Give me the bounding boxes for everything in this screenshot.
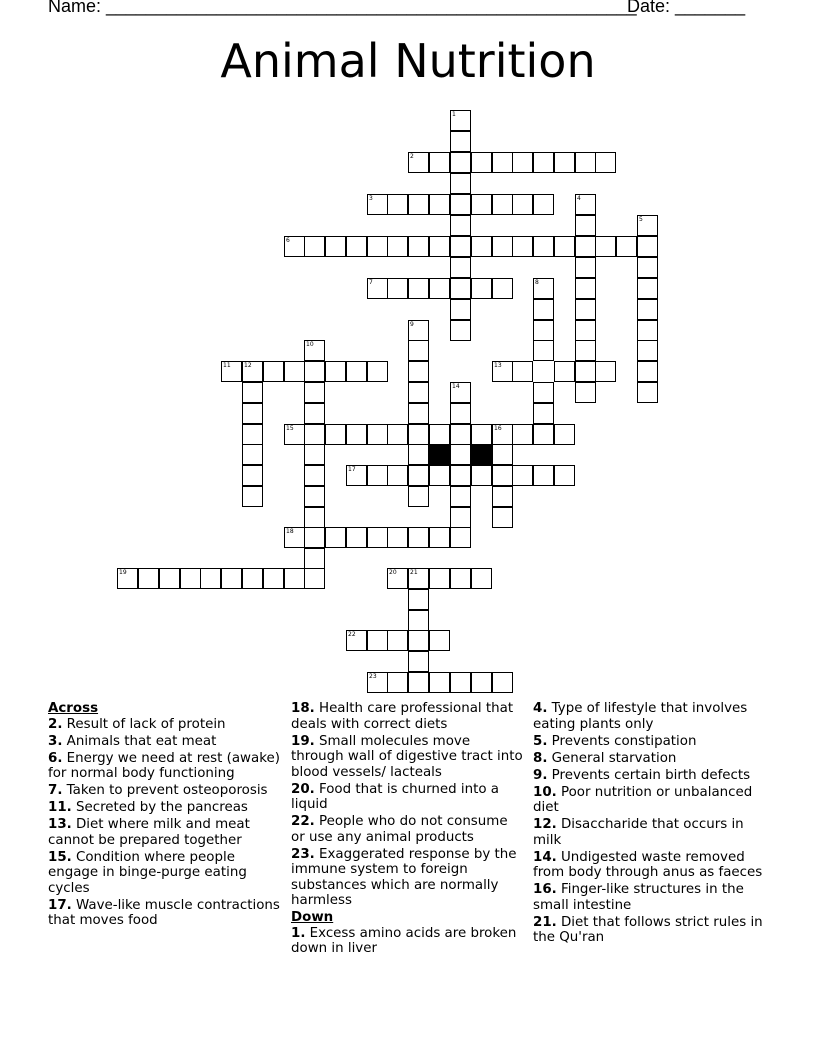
cell-number: 1 [452,111,456,118]
grid-cell[interactable] [575,215,596,236]
grid-cell[interactable] [575,382,596,403]
clue-number: 17. [48,897,72,913]
grid-cell[interactable] [387,568,408,589]
grid-cell[interactable] [512,424,533,445]
grid-cell[interactable] [575,299,596,320]
grid-cell[interactable] [304,361,325,382]
clue-item [533,768,765,784]
grid-cell[interactable] [346,630,367,651]
grid-cell[interactable] [450,568,471,589]
grid-cell[interactable] [304,340,325,361]
grid-cell[interactable] [408,320,429,341]
clue-text: Finger-like structures in the small intestine [533,882,744,913]
clue-number: 16. [533,882,557,897]
grid-cell[interactable] [533,382,554,403]
grid-cell[interactable] [408,278,429,299]
clue-number: 18. [291,701,315,716]
page-title: Animal Nutrition [220,34,596,88]
grid-cell[interactable] [637,340,658,361]
blocked-cell [429,444,450,465]
grid-cell[interactable] [637,299,658,320]
grid-cell[interactable] [180,568,201,589]
grid-cell[interactable] [450,424,471,445]
grid-cell[interactable] [408,651,429,672]
grid-cell[interactable] [429,194,450,215]
grid-cell[interactable] [242,568,263,589]
grid-cell[interactable] [367,424,388,445]
grid-cell[interactable] [492,507,513,528]
grid-cell[interactable] [492,444,513,465]
cell-number: 20 [389,569,397,576]
clue-number: 9. [533,767,548,783]
clue-item [48,783,280,799]
date-field[interactable]: Date: _______ [627,0,746,16]
clue-number: 20. [291,781,315,797]
grid-cell[interactable] [284,361,305,382]
clue-item [533,701,765,732]
grid-cell[interactable] [408,589,429,610]
clue-text: Excess amino acids are broken down in liver [291,925,517,956]
grid-cell[interactable] [408,194,429,215]
clue-item [48,717,280,733]
grid-cell[interactable] [429,672,450,693]
clue-text: Exaggerated response by the immune system to foreign substances which are normally harmless [291,846,517,908]
grid-cell[interactable] [471,236,492,257]
grid-cell[interactable] [492,424,513,445]
cell-number: 10 [306,341,314,348]
clue-text: Prevents certain birth defects [551,767,751,783]
cell-number: 16 [494,425,502,432]
clue-number: 8. [533,750,548,766]
grid-cell[interactable] [304,403,325,424]
clue-item [533,785,765,816]
clue-item [48,734,280,750]
clue-item [533,817,765,848]
grid-cell[interactable] [367,278,388,299]
clue-text: People who do not consume or use any animal products [291,814,508,845]
grid-cell[interactable] [595,361,616,382]
grid-cell[interactable] [304,548,325,569]
clue-number: 10. [533,784,557,800]
grid-cell[interactable] [429,424,450,445]
clue-text: Type of lifestyle that involves eating plants only [533,701,748,732]
clue-text: Taken to prevent osteoporosis [66,783,268,798]
grid-cell[interactable] [346,527,367,548]
blocked-cell [471,444,492,465]
clue-text: Disaccharide that occurs in milk [533,817,744,848]
grid-cell[interactable] [263,361,284,382]
cell-number: 3 [369,195,373,202]
clue-text: Small molecules move through wall of digestive tract into blood vessels/ lacteals [291,733,523,780]
clue-number: 22. [291,814,315,829]
grid-cell[interactable] [492,236,513,257]
grid-cell[interactable] [304,568,325,589]
grid-cell[interactable] [450,299,471,320]
grid-cell[interactable] [450,257,471,278]
grid-cell[interactable] [512,361,533,382]
cell-number: 6 [286,237,290,244]
clue-text: General starvation [551,750,677,766]
cell-number: 23 [369,673,377,680]
grid-cell[interactable] [387,672,408,693]
grid-cell[interactable] [554,465,575,486]
grid-cell[interactable] [408,382,429,403]
grid-cell[interactable] [533,403,554,424]
clue-number: 11. [48,800,72,815]
clue-text: Poor nutrition or unbalanced diet [533,784,753,815]
grid-cell[interactable] [304,444,325,465]
grid-cell[interactable] [304,527,325,548]
clue-number: 6. [48,750,63,766]
grid-cell[interactable] [304,507,325,528]
grid-cell[interactable] [429,152,450,173]
grid-cell[interactable] [408,630,429,651]
clue-item [48,898,280,929]
clue-text: Animals that eat meat [66,733,217,749]
grid-cell[interactable] [450,320,471,341]
cell-number: 18 [286,528,294,535]
grid-cell[interactable] [387,527,408,548]
grid-cell[interactable] [346,424,367,445]
grid-cell[interactable] [346,361,367,382]
grid-cell[interactable] [533,236,554,257]
grid-cell[interactable] [492,194,513,215]
grid-cell[interactable] [304,236,325,257]
grid-cell[interactable] [492,152,513,173]
clue-item [533,734,765,750]
grid-cell[interactable] [367,465,388,486]
grid-cell[interactable] [575,278,596,299]
grid-cell[interactable] [429,465,450,486]
grid-cell[interactable] [408,403,429,424]
grid-cell[interactable] [408,152,429,173]
grid-cell[interactable] [242,361,263,382]
grid-cell[interactable] [492,361,513,382]
grid-cell[interactable] [533,424,554,445]
clue-item [291,734,523,781]
grid-cell[interactable] [429,527,450,548]
grid-cell[interactable] [471,465,492,486]
cell-number: 7 [369,279,373,286]
grid-cell[interactable] [533,299,554,320]
grid-cell[interactable] [554,152,575,173]
grid-cell[interactable] [450,382,471,403]
grid-cell[interactable] [637,382,658,403]
grid-cell[interactable] [637,278,658,299]
grid-cell[interactable] [242,424,263,445]
grid-cell[interactable] [325,236,346,257]
grid-cell[interactable] [408,340,429,361]
grid-cell[interactable] [387,630,408,651]
grid-cell[interactable] [595,152,616,173]
grid-cell[interactable] [492,278,513,299]
grid-cell[interactable] [242,486,263,507]
clue-text: Health care professional that deals with correct diets [291,701,514,732]
clue-text: Undigested waste removed from body through anus as faeces [533,849,763,880]
grid-cell[interactable] [512,465,533,486]
grid-cell[interactable] [637,320,658,341]
grid-cell[interactable] [221,361,242,382]
cell-number: 12 [244,362,252,369]
clue-number: 15. [48,849,72,865]
grid-cell[interactable] [471,672,492,693]
grid-cell[interactable] [637,236,658,257]
clue-text: Prevents constipation [551,733,697,749]
cell-number: 21 [410,569,418,576]
clue-item [48,850,280,897]
clue-item [291,926,523,957]
clue-item [48,817,280,848]
grid-cell[interactable] [325,424,346,445]
grid-cell[interactable] [367,361,388,382]
clue-column-3 [533,701,765,947]
grid-cell[interactable] [387,278,408,299]
grid-cell[interactable] [471,152,492,173]
clue-text: Wave-like muscle contractions that moves food [48,897,280,928]
grid-cell[interactable] [429,568,450,589]
grid-cell[interactable] [304,382,325,403]
cell-number: 8 [535,279,539,286]
clue-number: 14. [533,849,557,865]
grid-cell[interactable] [471,424,492,445]
grid-cell[interactable] [408,236,429,257]
grid-cell[interactable] [450,131,471,152]
grid-cell[interactable] [221,568,242,589]
grid-cell[interactable] [450,152,471,173]
section-heading: Down [291,910,334,925]
grid-cell[interactable] [408,486,429,507]
clue-number: 13. [48,817,72,832]
cell-number: 19 [119,569,127,576]
grid-cell[interactable] [387,194,408,215]
grid-cell[interactable] [492,672,513,693]
grid-cell[interactable] [471,568,492,589]
grid-cell[interactable] [512,152,533,173]
grid-cell[interactable] [387,465,408,486]
grid-cell[interactable] [408,527,429,548]
grid-cell[interactable] [346,465,367,486]
cell-number: 14 [452,383,460,390]
clue-text: Diet that follows strict rules in the Qu'ran [533,914,763,945]
cell-number: 17 [348,466,356,473]
grid-cell[interactable] [304,424,325,445]
cell-number: 11 [223,362,231,369]
grid-cell[interactable] [450,110,471,131]
clue-text: Energy we need at rest (awake) for normal body functioning [48,750,280,781]
grid-cell[interactable] [284,527,305,548]
grid-cell[interactable] [242,444,263,465]
grid-cell[interactable] [533,340,554,361]
clue-number: 19. [291,733,315,749]
clue-item [533,850,765,881]
grid-cell[interactable] [242,465,263,486]
grid-cell[interactable] [408,672,429,693]
clue-text: Food that is churned into a liquid [291,781,499,812]
grid-cell[interactable] [575,320,596,341]
grid-cell[interactable] [387,236,408,257]
clue-item [291,847,523,909]
cell-number: 22 [348,631,356,638]
grid-cell[interactable] [533,465,554,486]
grid-cell[interactable] [387,424,408,445]
clue-number: 5. [533,733,548,749]
grid-cell[interactable] [637,361,658,382]
grid-cell[interactable] [450,194,471,215]
grid-cell[interactable] [325,527,346,548]
grid-cell[interactable] [575,152,596,173]
grid-cell[interactable] [450,173,471,194]
clue-item [291,814,523,845]
grid-cell[interactable] [159,568,180,589]
grid-cell[interactable] [450,215,471,236]
clue-text: Condition where people engage in binge-purge eating cycles [48,849,247,896]
grid-cell[interactable] [367,236,388,257]
grid-cell[interactable] [242,403,263,424]
grid-cell[interactable] [117,568,138,589]
grid-cell[interactable] [200,568,221,589]
grid-cell[interactable] [429,236,450,257]
clue-number: 12. [533,817,557,832]
clue-number: 7. [48,783,63,798]
clue-number: 4. [533,701,548,716]
grid-cell[interactable] [263,568,284,589]
cell-number: 4 [577,195,581,202]
grid-cell[interactable] [575,361,596,382]
grid-cell[interactable] [450,444,471,465]
clue-text: Secreted by the pancreas [76,800,248,815]
grid-cell[interactable] [450,507,471,528]
grid-cell[interactable] [325,361,346,382]
grid-cell[interactable] [450,236,471,257]
clue-text: Result of lack of protein [66,716,226,732]
clue-text: Diet where milk and meat cannot be prepared together [48,817,250,848]
grid-cell[interactable] [367,194,388,215]
grid-cell[interactable] [575,340,596,361]
clue-item [533,915,765,946]
grid-cell[interactable] [533,278,554,299]
grid-cell[interactable] [408,568,429,589]
grid-cell[interactable] [512,236,533,257]
grid-cell[interactable] [554,236,575,257]
clue-item [533,751,765,767]
grid-cell[interactable] [408,465,429,486]
clue-item [291,701,523,732]
grid-cell[interactable] [304,465,325,486]
grid-cell[interactable] [408,444,429,465]
grid-cell[interactable] [575,236,596,257]
clue-column-1 [48,701,280,930]
grid-cell[interactable] [492,486,513,507]
grid-cell[interactable] [138,568,159,589]
clue-item [291,782,523,813]
grid-cell[interactable] [450,527,471,548]
grid-cell[interactable] [471,194,492,215]
grid-cell[interactable] [346,236,367,257]
clue-number: 2. [48,716,63,732]
grid-cell[interactable] [367,527,388,548]
clue-column-2 [291,701,523,958]
grid-cell[interactable] [304,486,325,507]
cell-number: 5 [639,216,643,223]
grid-cell[interactable] [616,236,637,257]
grid-cell[interactable] [450,486,471,507]
grid-cell[interactable] [450,672,471,693]
grid-cell[interactable] [408,610,429,631]
cell-number: 13 [494,362,502,369]
grid-cell[interactable] [471,278,492,299]
cell-number: 9 [410,321,414,328]
grid-cell[interactable] [450,278,471,299]
grid-cell[interactable] [367,630,388,651]
grid-cell[interactable] [637,257,658,278]
grid-cell[interactable] [408,424,429,445]
grid-cell[interactable] [554,361,575,382]
cell-number: 2 [410,153,414,160]
grid-cell[interactable] [429,278,450,299]
grid-cell[interactable] [242,382,263,403]
grid-cell[interactable] [367,672,388,693]
grid-cell[interactable] [533,152,554,173]
clue-number: 21. [533,914,557,930]
grid-cell[interactable] [533,194,554,215]
grid-cell[interactable] [595,236,616,257]
cell-number: 15 [286,425,294,432]
section-heading: Across [48,701,99,716]
grid-cell[interactable] [492,465,513,486]
grid-cell[interactable] [575,257,596,278]
grid-cell[interactable] [284,236,305,257]
clue-item [533,882,765,913]
grid-cell[interactable] [575,194,596,215]
grid-cell[interactable] [512,194,533,215]
grid-cell[interactable] [408,361,429,382]
grid-cell[interactable] [450,403,471,424]
grid-cell[interactable] [284,568,305,589]
grid-cell[interactable] [554,424,575,445]
grid-cell[interactable] [429,630,450,651]
clue-item [48,800,280,816]
grid-cell[interactable] [284,424,305,445]
clue-number: 3. [48,733,63,749]
clue-item [48,751,280,782]
clue-number: 23. [291,846,315,862]
clue-number: 1. [291,925,306,941]
grid-cell[interactable] [637,215,658,236]
grid-cell[interactable] [450,465,471,486]
name-field[interactable]: Name: _____________________________________________________ [48,0,637,16]
grid-cell[interactable] [533,320,554,341]
